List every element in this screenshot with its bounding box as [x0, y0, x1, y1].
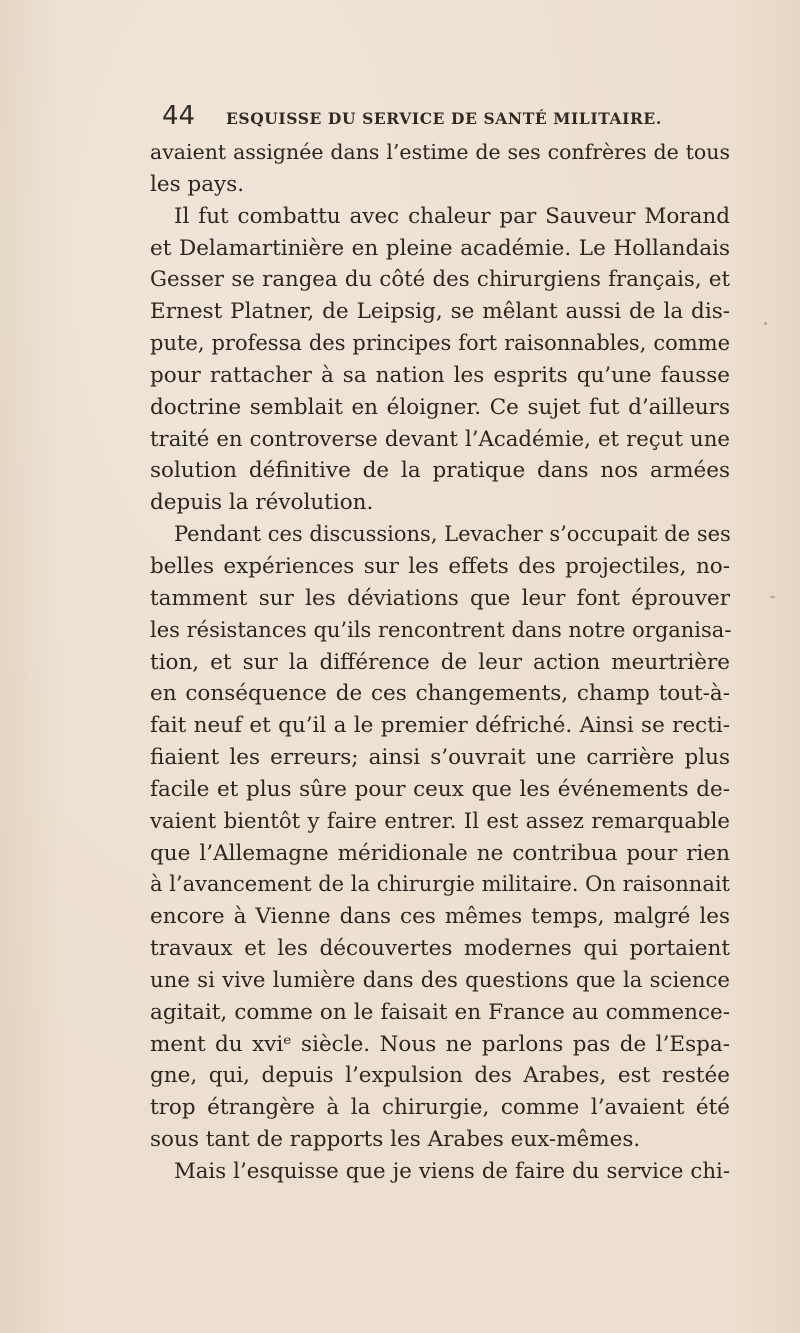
- text-line: Gesser se rangea du côté des chirurgiens français, et: [150, 267, 730, 293]
- text-line: depuis la révolution.: [150, 490, 374, 516]
- text-line: en conséquence de ces changements, champ tout-à-: [150, 681, 730, 707]
- text-line: Il fut combattu avec chaleur par Sauveur Morand: [174, 203, 730, 229]
- text-line: et Delamartinière en pleine académie. Le Hollandais: [150, 235, 730, 261]
- text-line: vaient bientôt y faire entrer. Il est assez remarquable: [150, 808, 730, 834]
- text-line: avaient assignée dans l’estime de ses confrères de tous: [150, 140, 730, 164]
- text-line: une si vive lumière dans des questions que la science: [150, 967, 730, 993]
- text-line: gne, qui, depuis l’expulsion des Arabes, est restée: [150, 1063, 730, 1089]
- text-line: traité en controverse devant l’Académie, et reçut une: [150, 426, 730, 452]
- page-header: [162, 101, 722, 135]
- text-line: fiaient les erreurs; ainsi s’ouvrait une carrière plus: [150, 745, 730, 771]
- text-line: sous tant de rapports les Arabes eux-mêmes.: [150, 1127, 641, 1153]
- text-line: doctrine semblait en éloigner. Ce sujet fut d’ailleurs: [150, 394, 730, 420]
- text-line: les résistances qu’ils rencontrent dans notre organisa-: [150, 617, 732, 642]
- text-line: solution définitive de la pratique dans nos armées: [150, 458, 730, 484]
- running-head: ESQUISSE DU SERVICE DE SANTÉ MILITAIRE.: [226, 109, 662, 128]
- paper-speck: [764, 322, 767, 325]
- text-line: les pays.: [150, 171, 245, 197]
- paper-speck: [770, 596, 775, 598]
- text-line: tamment sur les déviations que leur font éprouver: [150, 585, 730, 611]
- text-line: tion, et sur la différence de leur action meurtrière: [150, 649, 730, 675]
- text-line: travaux et les découvertes modernes qui portaient: [150, 936, 730, 962]
- text-line: à l’avancement de la chirurgie militaire. On raisonnait: [150, 872, 730, 897]
- text-line: trop étrangère à la chirurgie, comme l’avaient été: [150, 1095, 730, 1121]
- body-text: [150, 137, 730, 1188]
- text-line: facile et plus sûre pour ceux que les événements de-: [150, 776, 730, 802]
- text-line: Mais l’esquisse que je viens de faire du service chi-: [174, 1159, 730, 1184]
- text-line: pute, professa des principes fort raisonnables, comme: [150, 331, 730, 356]
- text-line: que l’Allemagne méridionale ne contribua pour rien: [150, 840, 730, 866]
- text-line: Pendant ces discussions, Levacher s’occupait de ses: [174, 522, 731, 547]
- text-line: Ernest Platner, de Leipsig, se mêlant aussi de la dis-: [150, 299, 730, 325]
- text-line: fait neuf et qu’il a le premier défriché. Ainsi se recti-: [150, 713, 730, 739]
- text-line: pour rattacher à sa nation les esprits qu’une fausse: [150, 362, 730, 388]
- text-line: agitait, comme on le faisait en France au commence-: [150, 999, 730, 1025]
- text-line: belles expériences sur les effets des projectiles, no-: [150, 553, 730, 579]
- text-line: ment du xviᵉ siècle. Nous ne parlons pas de l’Espa-: [150, 1031, 730, 1057]
- page-number: 44: [162, 101, 196, 131]
- text-line: encore à Vienne dans ces mêmes temps, malgré les: [150, 904, 730, 930]
